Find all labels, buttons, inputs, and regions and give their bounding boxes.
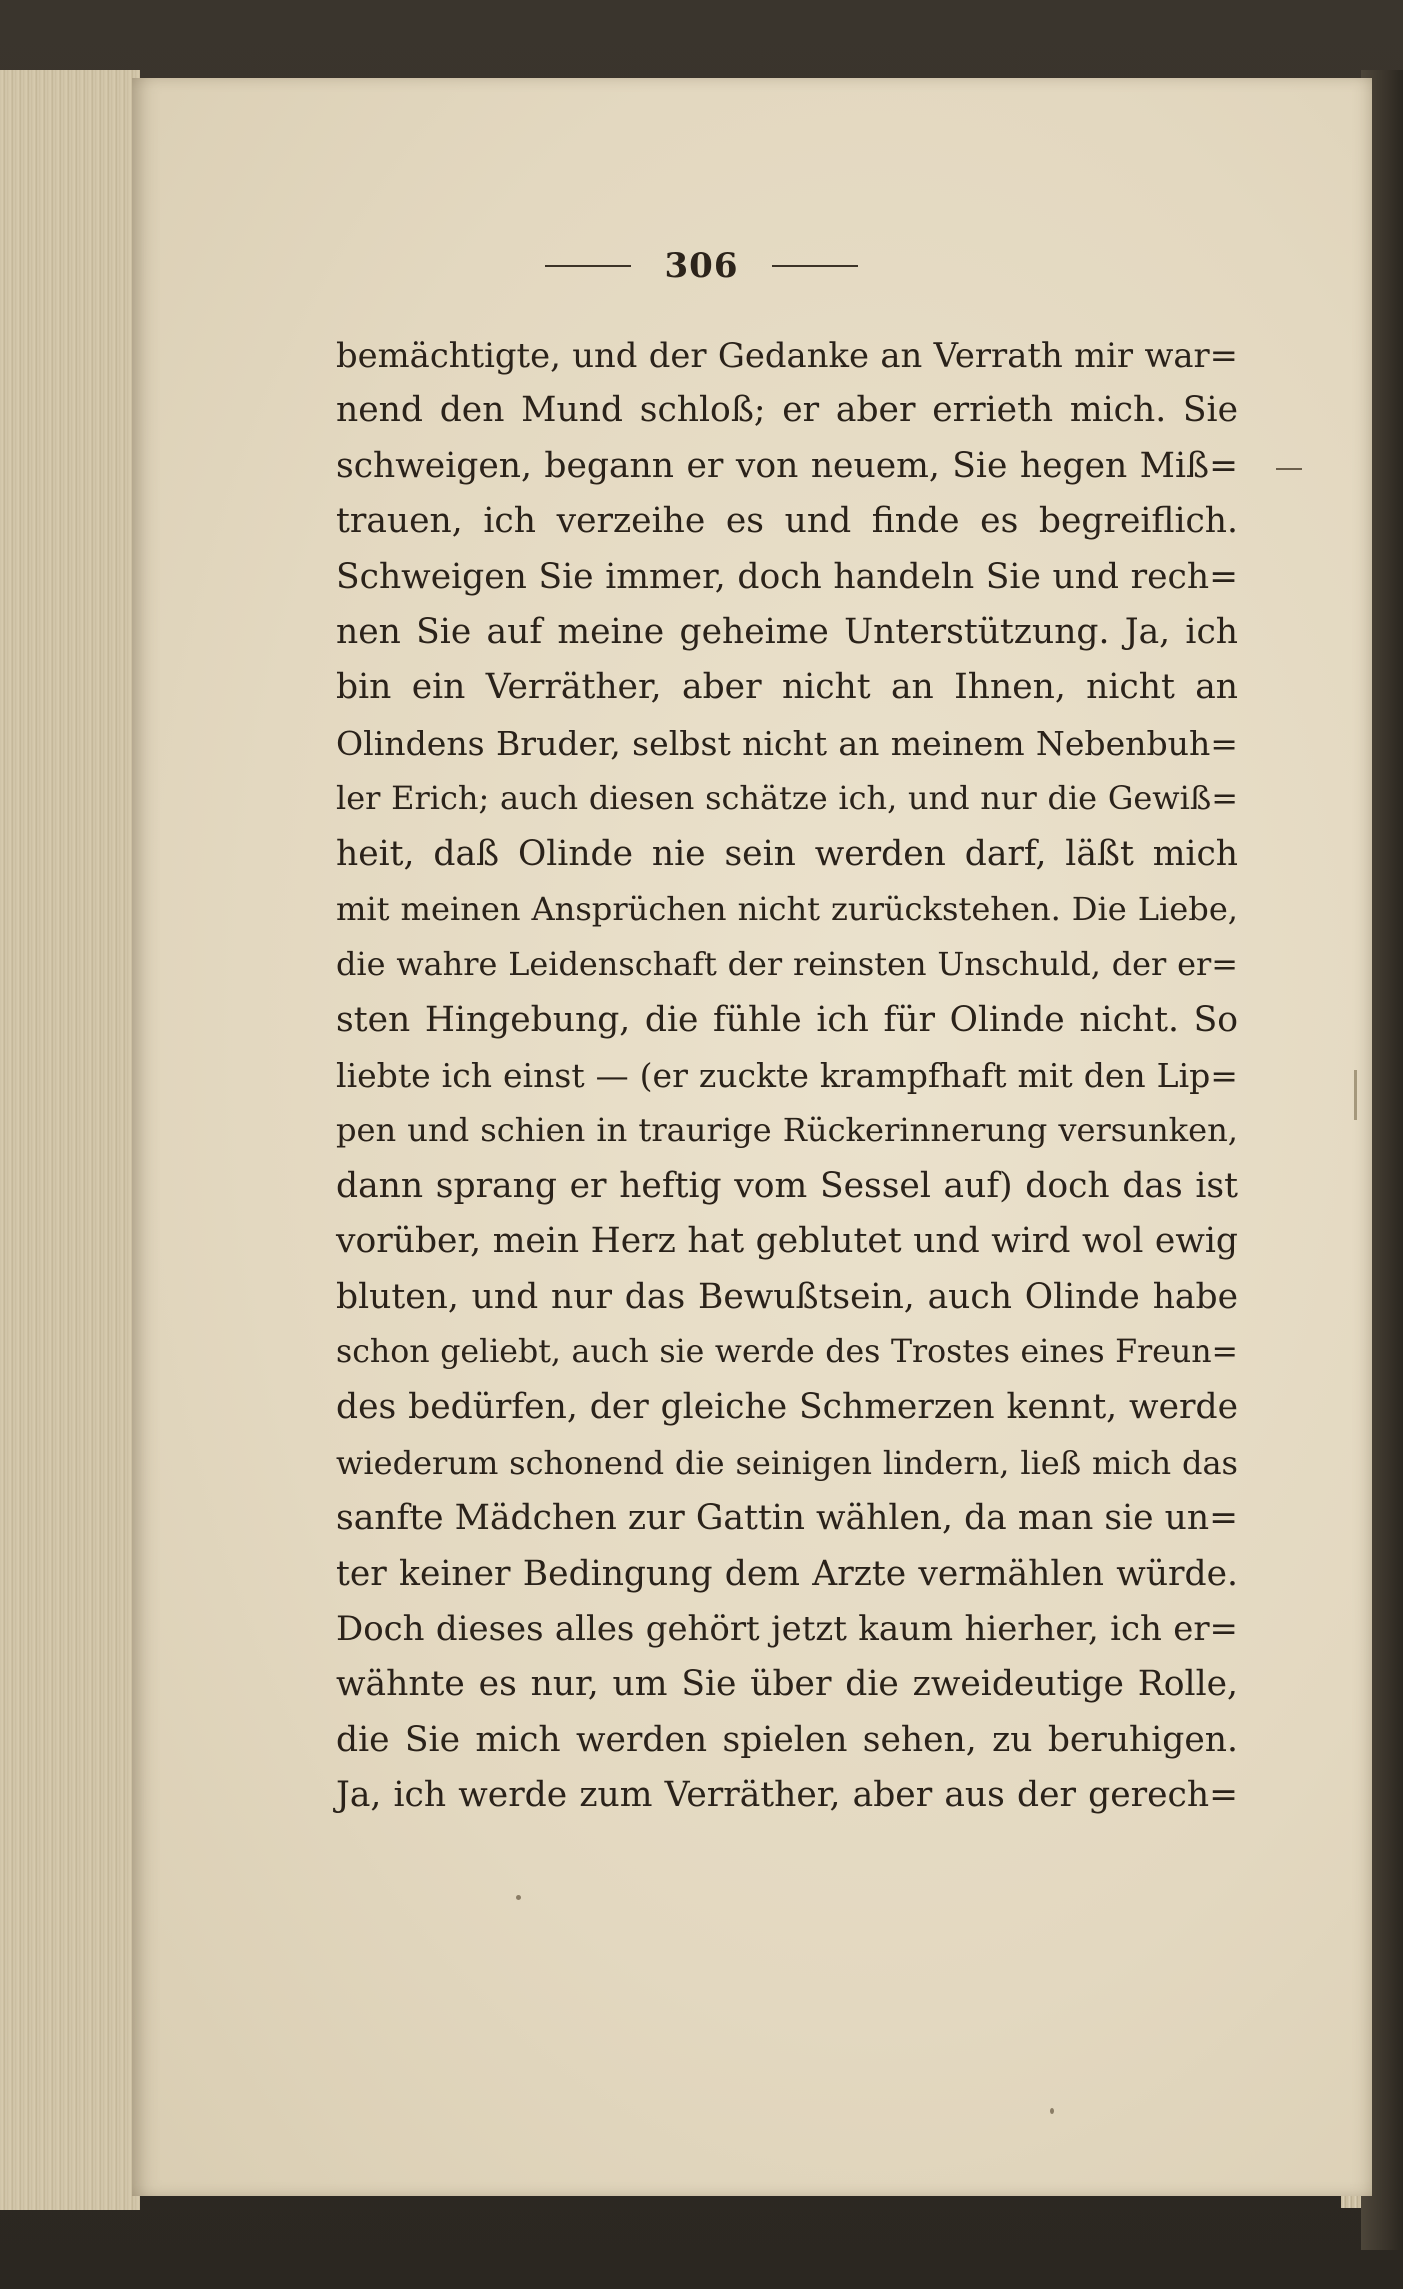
- text-line: Doch dieses alles gehört jetzt kaum hierher, ich er=: [336, 1608, 1238, 1649]
- text-line: die wahre Leidenschaft der reinsten Unschuld, der er=: [336, 945, 1238, 984]
- page-number: 306: [664, 246, 739, 286]
- text-line: wähnte es nur, um Sie über die zweideutige Rolle,: [336, 1664, 1238, 1705]
- text-line: ler Erich; auch diesen schätze ich, und nur die Gewiß=: [336, 779, 1238, 818]
- page-speck: [1050, 2108, 1054, 2114]
- text-line: vorüber, mein Herz hat geblutet und wird wol ewig: [336, 1221, 1238, 1262]
- text-line: pen und schien in traurige Rückerinnerung versunken,: [336, 1111, 1238, 1150]
- text-line: nen Sie auf meine geheime Unterstützung. Ja, ich: [336, 611, 1238, 652]
- text-line: nend den Mund schloß; er aber errieth mich. Sie: [336, 390, 1238, 431]
- page-body-text: [336, 328, 1238, 1824]
- text-line: sten Hingebung, die fühle ich für Olinde nicht. So: [336, 999, 1238, 1040]
- text-line: ter keiner Bedingung dem Arzte vermählen würde.: [336, 1553, 1238, 1594]
- text-line: Olindens Bruder, selbst nicht an meinem Nebenbuh=: [336, 723, 1238, 763]
- text-line: bemächtigte, und der Gedanke an Verrath mir war=: [336, 336, 1238, 375]
- margin-mark: [1354, 1070, 1357, 1120]
- text-line: schweigen, begann er von neuem, Sie hegen Miß=: [336, 445, 1238, 486]
- page-speck: [516, 1895, 521, 1900]
- header-rule-right: [772, 265, 858, 267]
- text-line: die Sie mich werden spielen sehen, zu beruhigen.: [336, 1719, 1238, 1760]
- text-line: schon geliebt, auch sie werde des Trostes eines Freun=: [336, 1334, 1238, 1371]
- text-line: dann sprang er heftig vom Sessel auf) doch das ist: [336, 1165, 1238, 1206]
- text-line: wiederum schonend die seinigen lindern, ließ mich das: [336, 1443, 1238, 1482]
- text-line: trauen, ich verzeihe es und finde es begreiflich.: [336, 501, 1238, 542]
- page-stack-left-edge: [0, 70, 140, 2210]
- text-line: mit meinen Ansprüchen nicht zurückstehen. Die Liebe,: [336, 889, 1238, 928]
- margin-pencil-dash: [1276, 468, 1302, 470]
- text-line: liebte ich einst — (er zuckte krampfhaft mit den Lip=: [336, 1056, 1238, 1096]
- text-line: heit, daß Olinde nie sein werden darf, läßt mich: [336, 833, 1238, 874]
- text-line: bluten, und nur das Bewußtsein, auch Olinde habe: [336, 1276, 1238, 1317]
- text-line: bin ein Verräther, aber nicht an Ihnen, nicht an: [336, 667, 1238, 708]
- header-rule-left: [545, 265, 631, 267]
- text-line: Ja, ich werde zum Verräther, aber aus der gerech=: [336, 1775, 1238, 1816]
- text-line: Schweigen Sie immer, doch handeln Sie und rech=: [336, 556, 1238, 597]
- text-line: sanfte Mädchen zur Gattin wählen, da man sie un=: [336, 1498, 1238, 1539]
- page-header: [0, 246, 1403, 286]
- text-line: des bedürfen, der gleiche Schmerzen kennt, werde: [336, 1387, 1238, 1428]
